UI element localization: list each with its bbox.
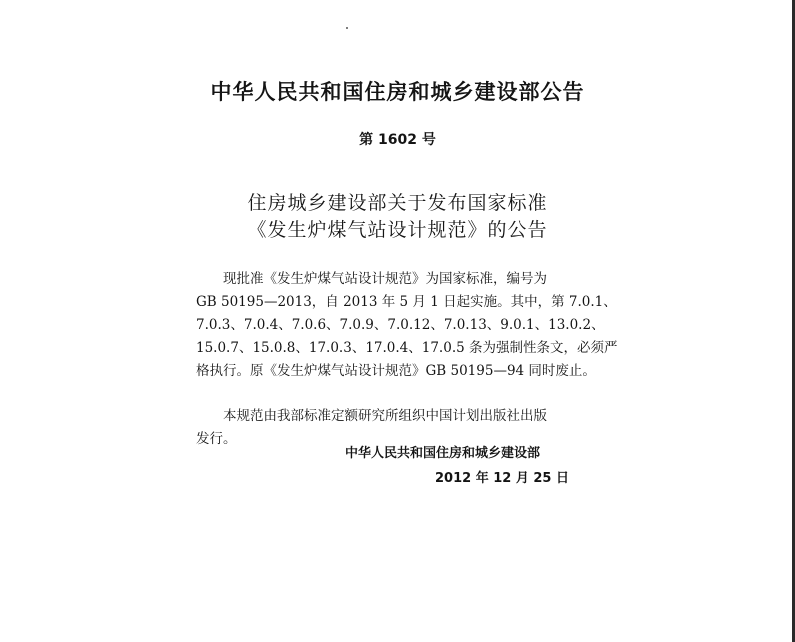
paragraph-2-line-1: 本规范由我部标准定额研究所组织中国计划出版社出版	[223, 408, 547, 424]
signature-date: 2012 年 12 月 25 日	[435, 471, 569, 486]
paragraph-2-line-2: 发行。	[196, 431, 237, 447]
paragraph-1-line-1: 现批准《发生炉煤气站设计规范》为国家标准，编号为	[223, 271, 547, 287]
announcement-number: 第 1602 号	[359, 132, 436, 148]
subtitle-line-2: 《发生炉煤气站设计规范》的公告	[247, 219, 548, 241]
scan-speck	[346, 27, 348, 29]
paragraph-1-line-4: 15.0.7、15.0.8、17.0.3、17.0.4、17.0.5 条为强制性条文，必须严	[196, 340, 618, 356]
signature-organization: 中华人民共和国住房和城乡建设部	[345, 446, 541, 461]
paragraph-1-line-5: 格执行。原《发生炉煤气站设计规范》GB 50195—94 同时废止。	[196, 363, 596, 379]
body-paragraph-1	[196, 268, 618, 383]
announcement-title: 中华人民共和国住房和城乡建设部公告	[210, 80, 585, 104]
subtitle-line-1: 住房城乡建设部关于发布国家标准	[247, 192, 548, 214]
paragraph-1-line-2: GB 50195—2013，自 2013 年 5 月 1 日起实施。其中，第 7.0.1、	[196, 294, 617, 310]
paragraph-1-line-3: 7.0.3、7.0.4、7.0.6、7.0.9、7.0.12、7.0.13、9.0.1、13.0.2、	[196, 317, 605, 333]
